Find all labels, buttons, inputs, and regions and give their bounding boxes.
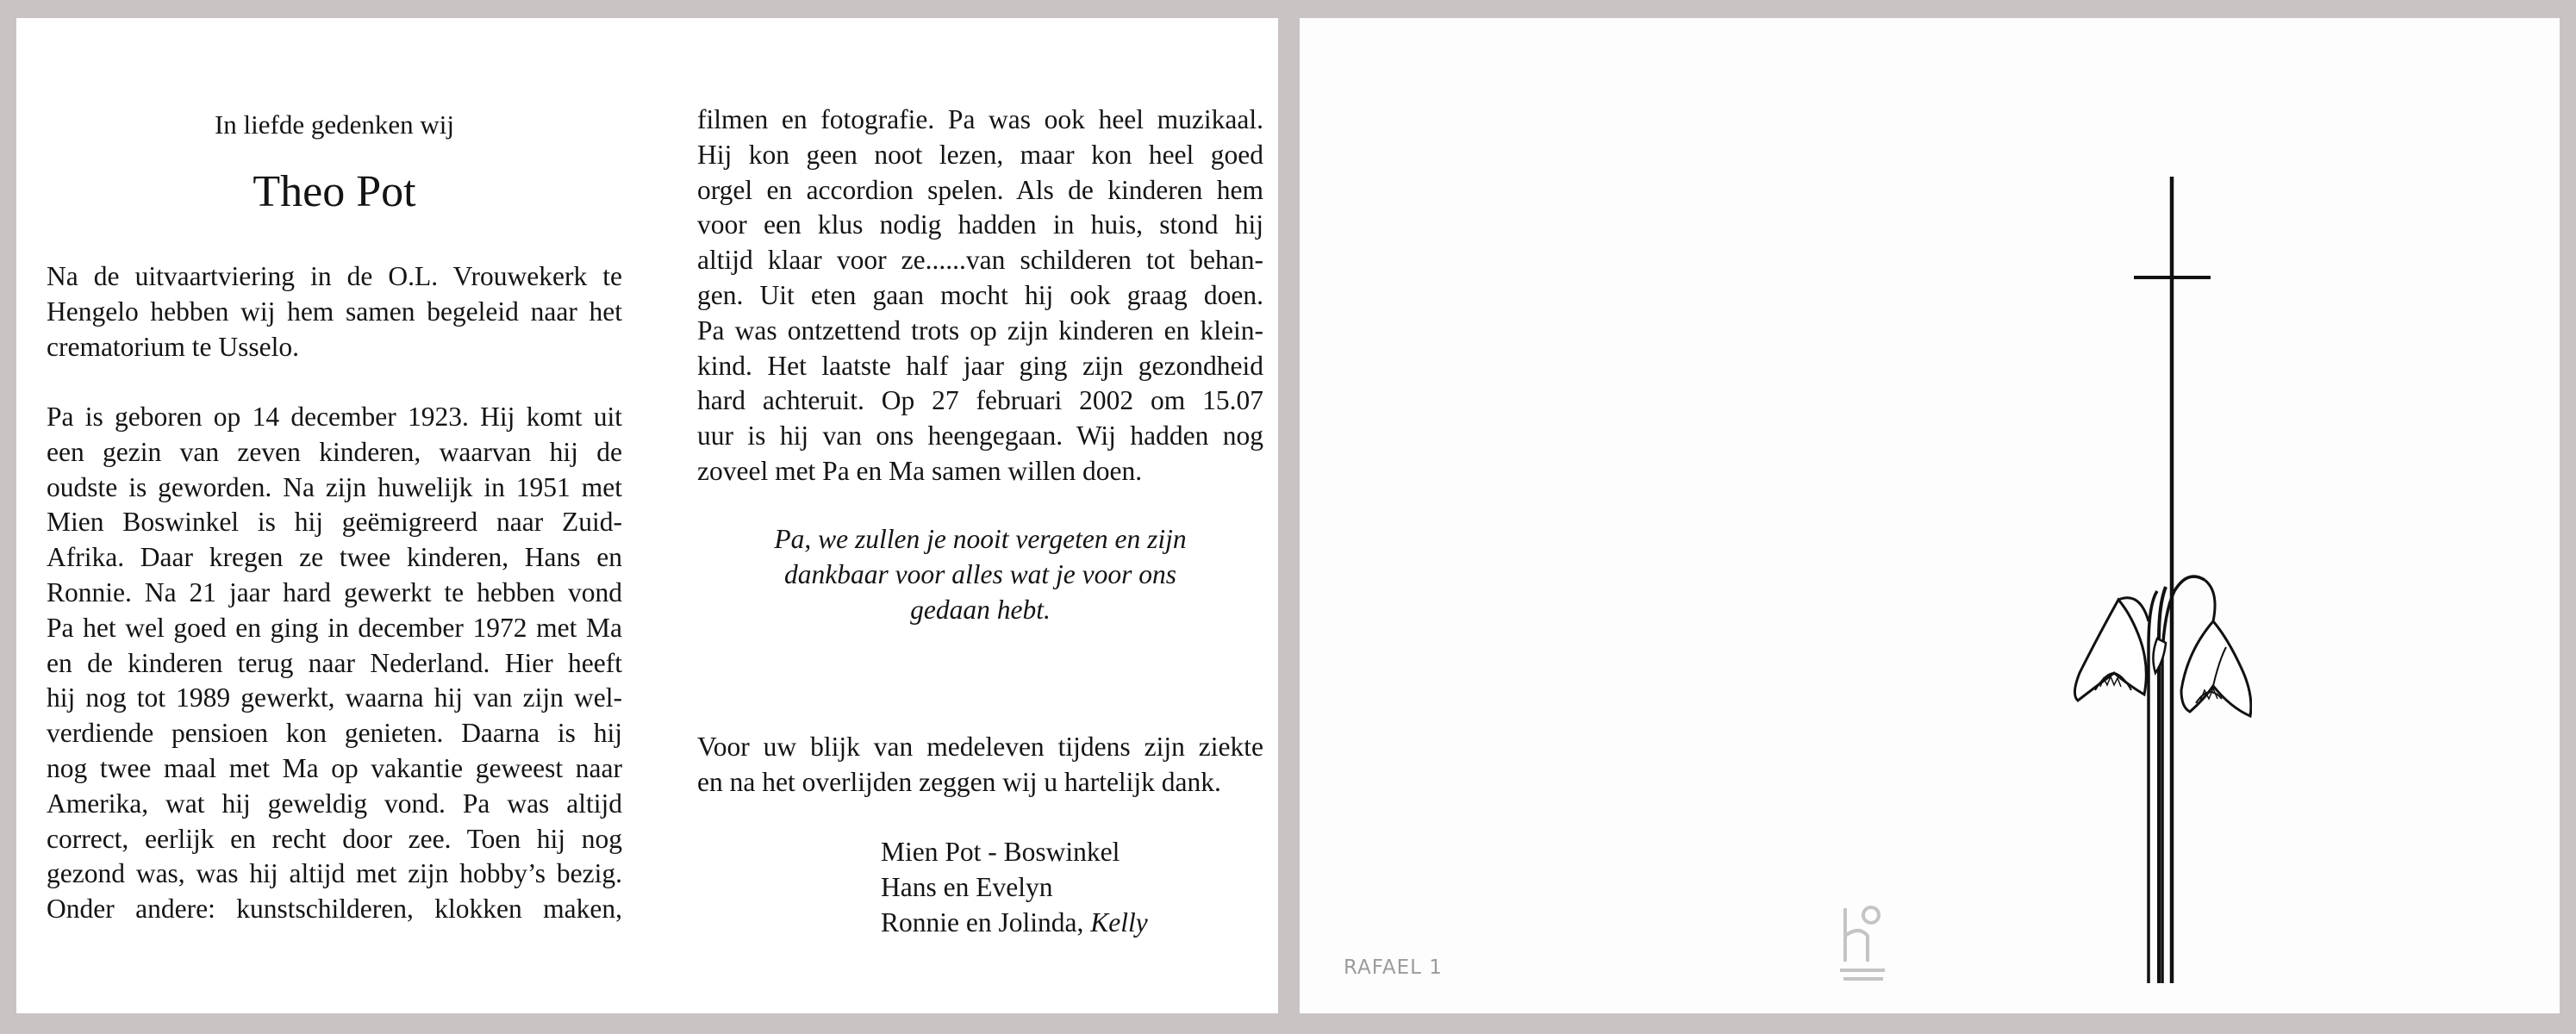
text-line: Pa is geboren op 14 december 1923. Hij komt uit: [47, 402, 622, 432]
grandchild-name: Kelly: [1090, 907, 1148, 937]
text-line: Onder andere: kunstschilderen, klokken maken,: [47, 894, 622, 925]
thanks-paragraph: [697, 730, 1263, 800]
signature-names: Ronnie en Jolinda,: [881, 907, 1084, 937]
text-line: Amerika, wat hij geweldig vond. Pa was altijd: [47, 788, 622, 819]
text-line: Ronnie. Na 21 jaar hard gewerkt te hebben vond: [47, 576, 622, 607]
quote-line: Pa, we zullen je nooit vergeten en zijn: [774, 524, 1187, 554]
text-line: Voor uw blijk van medeleven tijdens zijn ziekte: [697, 732, 1263, 762]
text-line: altijd klaar voor ze......van schilderen tot behan-: [697, 245, 1263, 276]
text-line: nog twee maal met Ma op vakantie geweest naar: [47, 752, 622, 783]
ceremony-paragraph: [47, 259, 622, 364]
text-line: orgel en accordion spelen. Als de kinderen hem: [697, 174, 1263, 205]
quote-line: dankbaar voor alles wat je voor ons: [784, 559, 1176, 589]
signature-line: Mien Pot - Boswinkel: [881, 837, 1120, 867]
text-line: crematorium te Usselo.: [47, 331, 300, 362]
text-line: Afrika. Daar kregen ze twee kinderen, Hans en: [47, 542, 622, 573]
text-line: zoveel met Pa en Ma samen willen doen.: [697, 455, 1143, 486]
text-line: kind. Het laatste half jaar ging zijn gezondheid: [697, 350, 1263, 381]
text-line: gezond was, was hij altijd met zijn hobby’s bezig.: [47, 858, 622, 889]
text-line: Hengelo hebben wij hem samen begeleid naar het: [47, 296, 622, 327]
intro-text: In liefde gedenken wij: [214, 109, 455, 140]
card-left-page: [16, 18, 1278, 1013]
signature-line: Hans en Evelyn: [881, 872, 1053, 902]
text-line: verdiende pensioen kon genieten. Daarna is hij: [47, 718, 622, 749]
text-line: en na het overlijden zeggen wij u hartelijk dank.: [697, 766, 1221, 797]
quote-line: gedaan hebt.: [910, 595, 1051, 625]
text-line: Hij kon geen noot lezen, maar kon heel goed: [697, 139, 1263, 170]
text-line: hard achteruit. Op 27 februari 2002 om 15.07: [697, 385, 1263, 416]
text-line: Pa was ontzettend trots op zijn kinderen en klein-: [697, 315, 1263, 346]
deceased-name: Theo Pot: [253, 167, 416, 216]
text-line: Pa het wel goed en ging in december 1972 met Ma: [47, 612, 622, 643]
printer-logo-icon: [1833, 901, 1893, 987]
signature-line: [881, 905, 1148, 940]
text-line: Na de uitvaartviering in de O.L. Vrouwekerk te: [47, 261, 622, 291]
text-line: een gezin van zeven kinderen, waarvan hij de: [47, 436, 622, 467]
text-line: gen. Uit eten gaan mocht hij ook graag doen.: [697, 279, 1263, 310]
family-signatures: [881, 834, 1148, 940]
card-right-page: [1300, 18, 2560, 1013]
text-line: hij nog tot 1989 gewerkt, waarna hij van zijn wel-: [47, 682, 622, 713]
text-line: Mien Boswinkel is hij geëmigreerd naar Zuid-: [47, 507, 622, 538]
text-line: filmen en fotografie. Pa was ook heel muzikaal.: [697, 104, 1263, 134]
biography-continued-paragraph: [697, 103, 1263, 489]
text-line: uur is hij van ons heengegaan. Wij hadden nog: [697, 420, 1263, 452]
text-line: en de kinderen terug naar Nederland. Hier heeft: [47, 647, 622, 678]
memorial-quote: [697, 521, 1263, 627]
biography-paragraph: [47, 400, 622, 927]
card-code-label: RAFAEL 1: [1344, 956, 1443, 979]
cross-with-snowdrops-icon: [2028, 156, 2252, 983]
text-line: correct, eerlijk en recht door zee. Toen hij nog: [47, 823, 622, 854]
text-line: voor een klus nodig hadden in huis, stond hij: [697, 209, 1263, 240]
text-line: oudste is geworden. Na zijn huwelijk in 1951 met: [47, 471, 622, 502]
